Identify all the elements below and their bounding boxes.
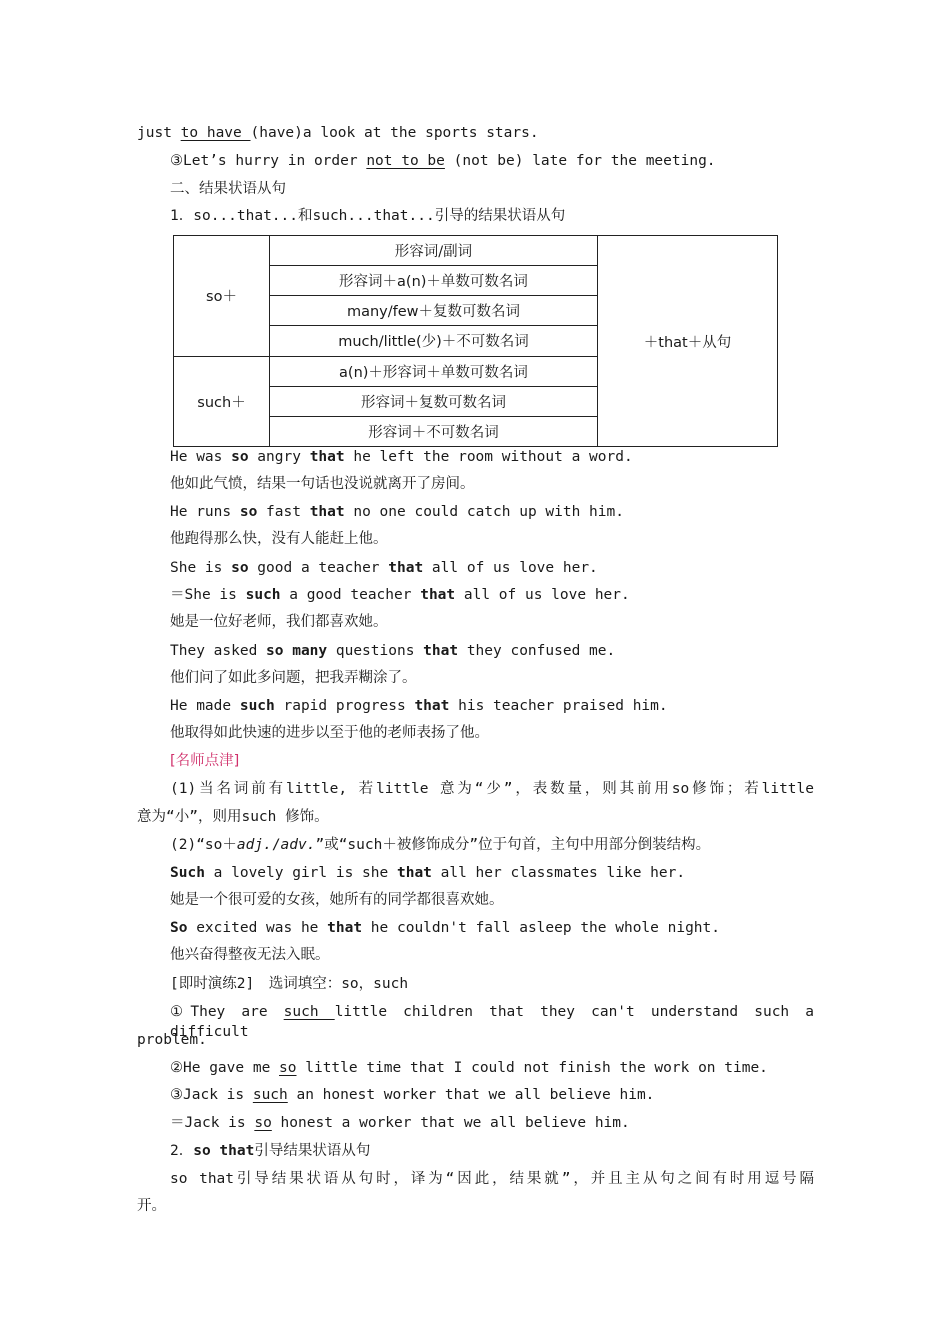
so-row-cell: much/little(少)＋不可数名词	[270, 326, 598, 356]
practice-item-1-cont: problem.	[137, 1032, 207, 1048]
text-span: 2．	[170, 1143, 194, 1159]
text-span: that	[327, 920, 363, 936]
text-span: all of us love her.	[455, 587, 630, 603]
example-translation: 她是一位好老师，我们都喜欢她。	[170, 614, 388, 630]
structure-table	[173, 235, 778, 447]
example-translation: 他兴奋得整夜无法入眠。	[170, 947, 330, 963]
text-span: Such	[170, 865, 205, 881]
tip-2	[170, 835, 710, 855]
text-span: 引导结果状语从句	[254, 1143, 371, 1159]
text-span: no one could catch up with him.	[344, 504, 624, 520]
practice-item-1	[170, 1002, 814, 1042]
text-span: that	[309, 449, 345, 465]
text-span: so	[231, 449, 249, 465]
example-sentence	[170, 585, 630, 605]
text-span: that	[420, 587, 456, 603]
tip-1-cont: 意为“小”，则用such 修饰。	[137, 809, 329, 825]
example-sentence	[170, 863, 685, 883]
text-span: so that	[193, 1143, 255, 1159]
text-span: little children that they can't understand such a difficult	[170, 1004, 814, 1040]
example-sentence	[170, 696, 668, 716]
text-span: so	[239, 504, 258, 520]
text-span: an honest worker that we all believe him.	[287, 1087, 655, 1103]
text-span: angry	[248, 449, 310, 465]
example-translation: 他取得如此快速的进步以至于他的老师表扬了他。	[170, 725, 489, 741]
text-span: such	[239, 698, 275, 714]
section2-heading	[170, 1141, 370, 1161]
so-row-cell: 形容词＋a(n)＋单数可数名词	[270, 266, 598, 296]
text-span: that	[396, 865, 432, 881]
text-span: (2)“so＋	[170, 837, 237, 853]
such-row-cell: 形容词＋不可数名词	[270, 416, 598, 446]
text-span: little time that I could not finish the work on time.	[296, 1060, 768, 1076]
example-sentence	[170, 502, 624, 522]
text-span: he left the room without a word.	[344, 449, 633, 465]
example-sentence	[170, 918, 720, 938]
text-span: a lovely girl is she	[204, 865, 397, 881]
text-span: ＝Jack is	[170, 1115, 255, 1131]
tips-label: [名师点津]	[170, 753, 240, 769]
example-translation: 他如此气愤，结果一句话也没说就离开了房间。	[170, 476, 475, 492]
text-span: all of us love her.	[423, 560, 598, 576]
text-span: he couldn't fall asleep the whole night.	[362, 920, 720, 936]
so-label-cell: so＋	[174, 236, 270, 357]
text-span: ①They are	[170, 1004, 284, 1020]
text-span: He runs	[170, 504, 240, 520]
text-span: that	[414, 698, 450, 714]
text-span: good a teacher	[248, 560, 389, 576]
text-span: so	[231, 560, 249, 576]
practice-item-4	[170, 1113, 630, 1133]
section2-body-cont: 开。	[137, 1198, 166, 1214]
text-span: questions	[327, 643, 424, 659]
text: ③Let’s hurry in order	[170, 153, 367, 169]
practice-title: [即时演练2] 选词填空：so，such	[170, 976, 409, 992]
text-span: ”或“such＋被修饰成分”位于句首，主句中用部分倒装结构。	[315, 837, 711, 853]
answer-blank: so	[254, 1115, 272, 1131]
example-sentence	[170, 447, 633, 467]
section-heading: 二、结果状语从句	[170, 181, 286, 197]
answer-blank: to have	[180, 125, 251, 141]
text-span: that	[423, 643, 459, 659]
text-span: so many	[266, 643, 328, 659]
text: (have)a look at the sports stars.	[250, 125, 539, 141]
answer-blank: such	[283, 1004, 335, 1020]
that-clause-cell: ＋that＋从句	[598, 236, 778, 447]
text-span: ③Jack is	[170, 1087, 253, 1103]
intro-line-1	[137, 123, 539, 143]
intro-line-2	[170, 151, 716, 171]
text-span: that	[309, 504, 345, 520]
text: (not be) late for the meeting.	[444, 153, 716, 169]
text-span: She is	[170, 560, 232, 576]
answer-blank: not to be	[366, 153, 445, 169]
answer-blank: so	[279, 1060, 297, 1076]
example-translation: 她是一个很可爱的女孩，她所有的同学都很喜欢她。	[170, 892, 504, 908]
text-span: ＝She is	[170, 587, 246, 603]
text-span: /	[271, 837, 281, 853]
text-span: a good teacher	[280, 587, 421, 603]
example-translation: 他们问了如此多问题，把我弄糊涂了。	[170, 670, 417, 686]
text: just	[137, 125, 181, 141]
such-row-cell: a(n)＋形容词＋单数可数名词	[270, 356, 598, 386]
text-span: that	[388, 560, 424, 576]
text-span: So	[170, 920, 188, 936]
text-span: rapid progress	[274, 698, 415, 714]
text-span: They asked	[170, 643, 267, 659]
so-row-cell: 形容词/副词	[270, 236, 598, 266]
text-span: adj.	[236, 837, 272, 853]
text-span: excited was he	[187, 920, 328, 936]
section2-body: so that引导结果状语从句时，译为“因此，结果就”，并且主从句之间有时用逗号隔	[170, 1171, 814, 1187]
tip-1: (1)当名词前有little, 若little 意为“少”，表数量，则其前用so修饰；若little	[170, 781, 814, 797]
answer-blank: such	[252, 1087, 288, 1103]
text-span: He made	[170, 698, 240, 714]
practice-item-2	[170, 1058, 768, 1078]
text-span: He was	[170, 449, 232, 465]
text-span: honest a worker that we all believe him.	[271, 1115, 630, 1131]
such-row-cell: 形容词＋复数可数名词	[270, 386, 598, 416]
text-span: adv.	[280, 837, 316, 853]
example-sentence	[170, 558, 598, 578]
subsection-heading: 1．so...that...和such...that...引导的结果状语从句	[170, 208, 566, 224]
example-translation: 他跑得那么快，没有人能赶上他。	[170, 531, 388, 547]
so-row-cell: many/few＋复数可数名词	[270, 296, 598, 326]
such-label-cell: such＋	[174, 356, 270, 446]
text-span: such	[245, 587, 281, 603]
example-sentence	[170, 641, 615, 661]
text-span: ②He gave me	[170, 1060, 280, 1076]
text-span: they confused me.	[458, 643, 616, 659]
text-span: all her classmates like her.	[431, 865, 686, 881]
text-span: his teacher praised him.	[449, 698, 668, 714]
practice-item-3	[170, 1085, 654, 1105]
text-span: fast	[257, 504, 310, 520]
